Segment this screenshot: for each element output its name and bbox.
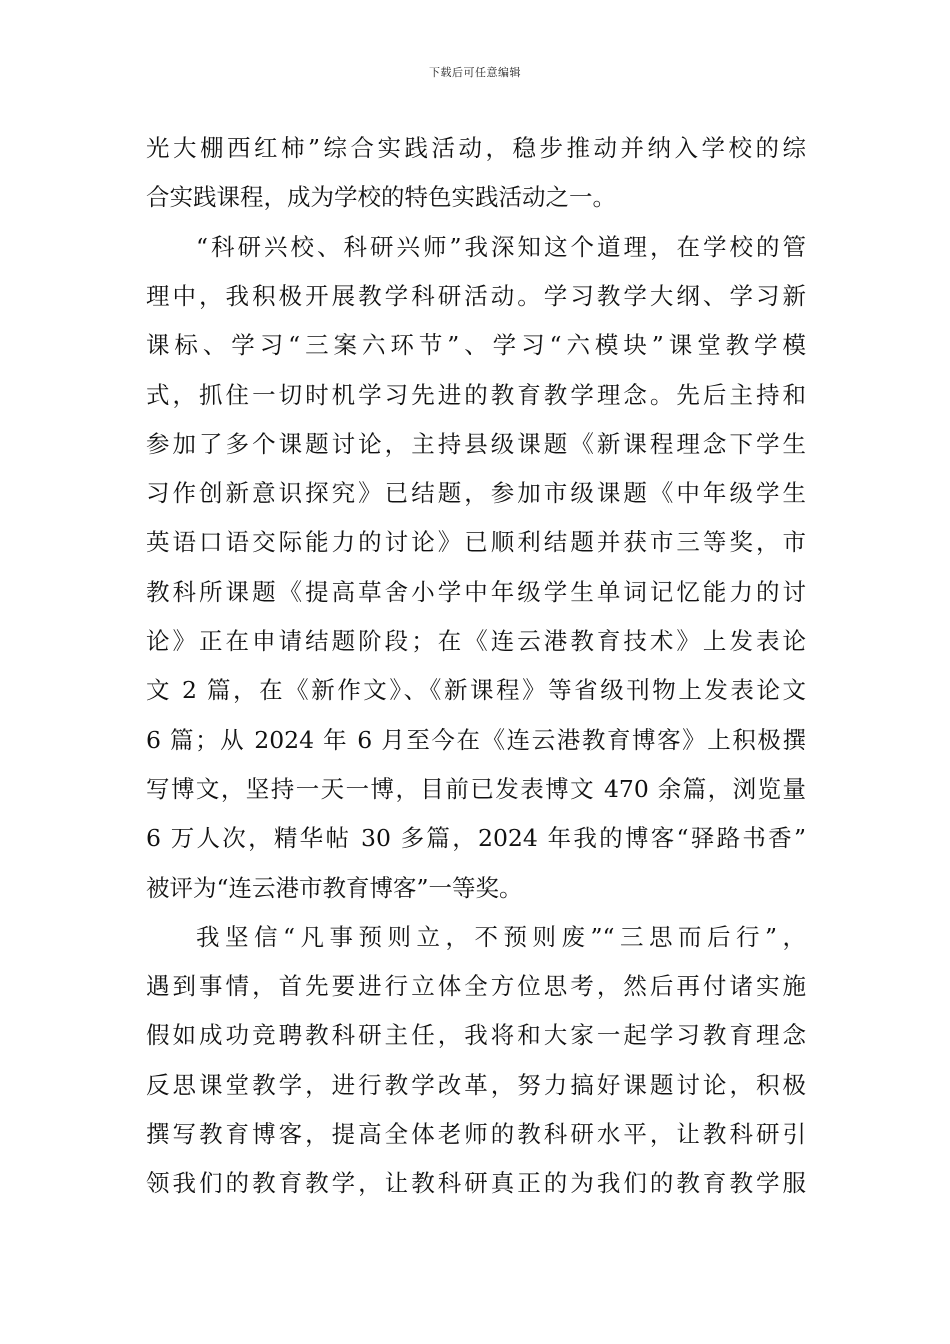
text-line: 光大棚西红柿”综合实践活动，稳步推动并纳入学校的综 bbox=[146, 134, 806, 162]
text-line: 6 篇；从 2024 年 6 月至今在《连云港教育博客》上积极撰 bbox=[146, 725, 806, 754]
text-line: 文 2 篇，在《新作文》、《新课程》等省级刊物上发表论文 bbox=[146, 676, 806, 705]
text-line: 遇到事情，首先要进行立体全方位思考，然后再付诸实施 bbox=[146, 972, 806, 1001]
text-line: 习作创新意识探究》已结题，参加市级课题《中年级学生 bbox=[146, 479, 806, 508]
text-line: “科研兴校、科研兴师”我深知这个道理，在学校的管 bbox=[196, 232, 806, 261]
text-line: 被评为“连云港市教育博客”一等奖。 bbox=[146, 873, 523, 902]
text-line: 假如成功竞聘教科研主任，我将和大家一起学习教育理念 bbox=[146, 1021, 806, 1050]
text-line: 英语口语交际能力的讨论》已顺利结题并获市三等奖，市 bbox=[146, 528, 806, 557]
text-line: 反思课堂教学，进行教学改革，努力搞好课题讨论，积极 bbox=[146, 1070, 806, 1099]
text-line: 合实践课程，成为学校的特色实践活动之一。 bbox=[146, 183, 616, 212]
text-line: 写博文，坚持一天一博，目前已发表博文 470 余篇，浏览量 bbox=[146, 774, 806, 803]
text-line: 我坚信“凡事预则立，不预则废”“三思而后行”， bbox=[196, 922, 806, 951]
text-line: 式，抓住一切时机学习先进的教育教学理念。先后主持和 bbox=[146, 380, 806, 409]
text-line: 论》正在申请结题阶段；在《连云港教育技术》上发表论 bbox=[146, 627, 806, 655]
text-line: 课标、学习“三案六环节”、学习“六模块”课堂教学模 bbox=[146, 331, 806, 360]
text-line: 理中，我积极开展教学科研活动。学习教学大纲、学习新 bbox=[146, 281, 806, 310]
text-line: 6 万人次，精华帖 30 多篇，2024 年我的博客“驿路书香” bbox=[146, 824, 806, 853]
text-line: 参加了多个课题讨论，主持县级课题《新课程理念下学生 bbox=[146, 429, 806, 458]
page-header: 下载后可任意编辑 bbox=[429, 66, 521, 79]
text-line: 撰写教育博客，提高全体老师的教科研水平，让教科研引 bbox=[146, 1120, 806, 1148]
text-line: 领我们的教育教学，让教科研真正的为我们的教育教学服 bbox=[146, 1169, 806, 1198]
text-line: 教科所课题《提高草舍小学中年级学生单词记忆能力的讨 bbox=[146, 577, 806, 606]
